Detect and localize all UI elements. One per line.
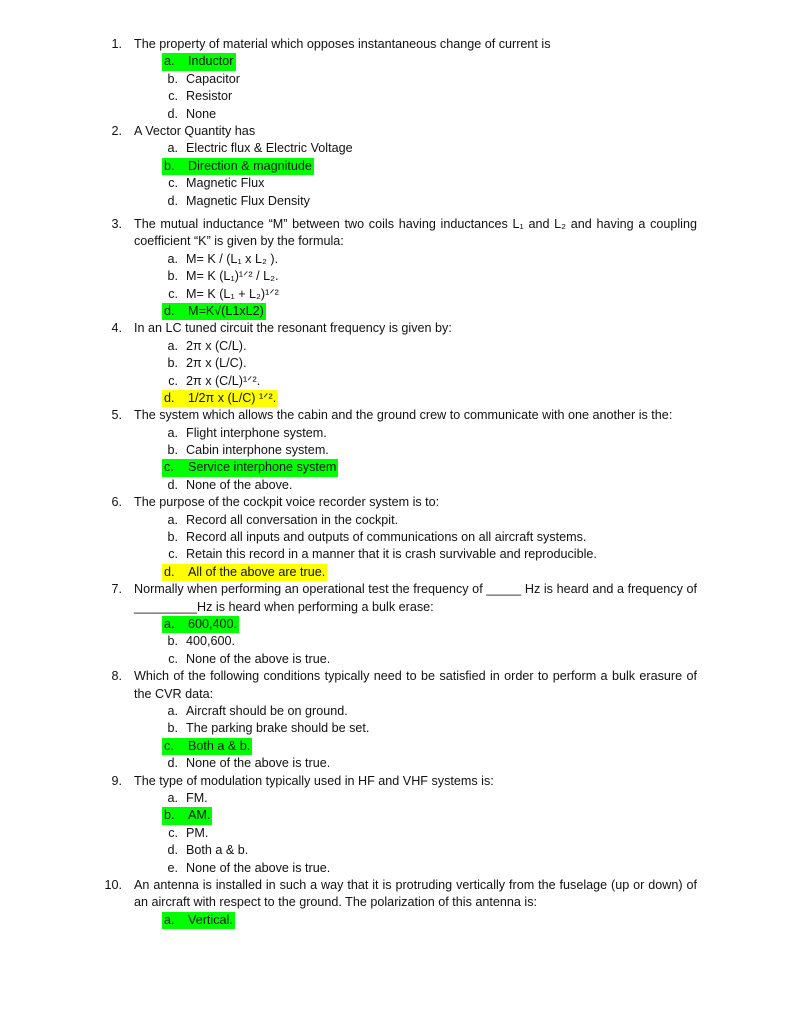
answer-option	[0, 912, 791, 929]
question-2	[0, 123, 791, 140]
question-4	[0, 320, 791, 337]
option-letter: a.	[164, 54, 175, 69]
option-letter: c.	[168, 651, 178, 666]
option-text: Resistor	[186, 89, 233, 104]
answer-option	[0, 390, 791, 407]
answer-option	[0, 106, 791, 123]
answer-option	[0, 442, 791, 459]
option-letter: e.	[167, 860, 178, 875]
option-letter: a.	[167, 512, 178, 527]
option-text: Retain this record in a manner that it is crash survivable and reproducible.	[186, 547, 597, 562]
answer-option	[0, 546, 791, 563]
highlighted-answer	[162, 158, 314, 175]
answer-option	[0, 860, 791, 877]
answer-option	[0, 158, 791, 175]
highlighted-answer	[162, 390, 278, 407]
option-letter: b.	[167, 721, 178, 736]
option-letter: b.	[164, 158, 175, 173]
option-letter: d.	[167, 843, 178, 858]
option-text: M= K (L₁)¹ᐟ² / L₂.	[186, 269, 279, 284]
highlighted-answer	[162, 616, 239, 633]
question-1	[0, 36, 791, 53]
answer-option	[0, 477, 791, 494]
answer-option	[0, 88, 791, 105]
question-7	[0, 581, 791, 616]
option-text: None of the above is true.	[186, 756, 331, 771]
question-number: 7.	[111, 582, 122, 597]
option-letter: d.	[167, 477, 178, 492]
answer-option	[0, 268, 791, 285]
answer-option	[0, 175, 791, 192]
highlighted-answer	[162, 459, 338, 476]
question-text: An antenna is installed in such a way that it is protruding vertically from the fuselage (up or down) of an aircraft with respect to the ground. The polarization of this antenna is:	[134, 877, 697, 910]
question-list	[0, 36, 791, 929]
question-text: The mutual inductance “M” between two coils having inductances L₁ and L₂ and having a coupling coefficient “K” is given by the formula:	[134, 216, 697, 249]
answer-option	[0, 338, 791, 355]
option-text: 1/2π x (L/C) ¹ᐟ².	[188, 390, 277, 405]
answer-option	[0, 616, 791, 633]
answer-option	[0, 790, 791, 807]
option-letter: b.	[164, 808, 175, 823]
answer-option	[0, 140, 791, 157]
option-text: M= K / (L₁ x L₂ ).	[186, 251, 279, 266]
option-letter: d.	[164, 390, 175, 405]
question-text: The property of material which opposes instantaneous change of current is	[134, 37, 551, 51]
highlighted-answer	[162, 303, 266, 320]
option-text: Both a & b.	[188, 738, 251, 753]
option-text: Record all conversation in the cockpit.	[186, 512, 399, 527]
question-text: The type of modulation typically used in HF and VHF systems is:	[134, 773, 494, 788]
option-text: None	[186, 106, 217, 121]
option-text: 2π x (L/C).	[186, 356, 247, 371]
answer-option	[0, 512, 791, 529]
question-3	[0, 216, 791, 251]
option-letter: b.	[167, 269, 178, 284]
question-number: 4.	[111, 321, 122, 336]
option-letter: d.	[164, 303, 175, 318]
answer-option	[0, 286, 791, 303]
option-text: FM.	[186, 790, 208, 805]
answer-option	[0, 807, 791, 824]
answer-option	[0, 303, 791, 320]
question-text: The system which allows the cabin and the ground crew to communicate with one another is the:	[134, 408, 673, 423]
option-letter: c.	[168, 547, 178, 562]
option-text: M= K (L₁ + L₂)¹ᐟ²	[186, 286, 279, 301]
option-text: Vertical.	[188, 912, 233, 927]
answer-option	[0, 373, 791, 390]
highlighted-answer	[162, 912, 235, 929]
question-number: 2.	[111, 123, 122, 138]
option-text: 400,600.	[186, 634, 236, 649]
option-text: Record all inputs and outputs of communications on all aircraft systems.	[186, 530, 587, 545]
answer-option	[0, 251, 791, 268]
option-text: Flight interphone system.	[186, 425, 327, 440]
answer-option	[0, 193, 791, 210]
question-10	[0, 877, 791, 912]
question-text: A Vector Quantity has	[134, 123, 256, 138]
option-text: PM.	[186, 825, 209, 840]
question-8	[0, 668, 791, 703]
option-letter: a.	[167, 251, 178, 266]
question-number: 3.	[111, 216, 122, 231]
option-text: Direction & magnitude	[188, 158, 312, 173]
option-letter: a.	[167, 790, 178, 805]
answer-option	[0, 651, 791, 668]
option-letter: c.	[164, 738, 174, 753]
option-letter: c.	[168, 825, 178, 840]
option-text: None of the above is true.	[186, 651, 331, 666]
question-text: Normally when performing an operational test the frequency of _____ Hz is heard and a frequency of _________Hz is heard when performing a bulk erase:	[134, 582, 697, 614]
option-text: None of the above is true.	[186, 860, 331, 875]
option-text: 2π x (C/L)¹ᐟ².	[186, 373, 261, 388]
option-letter: b.	[167, 71, 178, 86]
option-letter: c.	[168, 373, 178, 388]
highlighted-answer	[162, 807, 212, 824]
option-letter: b.	[167, 530, 178, 545]
answer-option	[0, 425, 791, 442]
option-letter: c.	[168, 286, 178, 301]
answer-option	[0, 825, 791, 842]
option-letter: c.	[164, 460, 174, 475]
option-text: None of the above.	[186, 477, 293, 492]
option-letter: a.	[167, 141, 178, 156]
option-text: Service interphone system	[188, 460, 337, 475]
option-letter: d.	[167, 193, 178, 208]
answer-option	[0, 842, 791, 859]
option-text: Capacitor	[186, 71, 240, 86]
option-text: The parking brake should be set.	[186, 721, 370, 736]
option-letter: b.	[167, 443, 178, 458]
question-number: 8.	[111, 669, 122, 684]
highlighted-answer	[162, 53, 236, 70]
question-text: The purpose of the cockpit voice recorder system is to:	[134, 495, 440, 510]
answer-option	[0, 459, 791, 476]
answer-option	[0, 529, 791, 546]
answer-option	[0, 703, 791, 720]
option-letter: a.	[167, 338, 178, 353]
answer-option	[0, 53, 791, 70]
option-text: Magnetic Flux Density	[186, 193, 310, 208]
option-text: All of the above are true.	[188, 564, 326, 579]
option-text: Both a & b.	[186, 843, 249, 858]
question-5	[0, 407, 791, 424]
option-letter: b.	[167, 634, 178, 649]
option-text: AM.	[188, 808, 211, 823]
option-letter: d.	[167, 756, 178, 771]
option-letter: b.	[167, 356, 178, 371]
option-text: Inductor	[188, 54, 234, 69]
answer-option	[0, 355, 791, 372]
option-letter: a.	[164, 617, 175, 632]
option-text: 600,400.	[188, 617, 238, 632]
answer-option	[0, 720, 791, 737]
question-number: 10.	[104, 877, 122, 892]
option-text: Magnetic Flux	[186, 176, 265, 191]
question-text: In an LC tuned circuit the resonant frequency is given by:	[134, 321, 452, 336]
answer-option	[0, 755, 791, 772]
question-number: 6.	[111, 495, 122, 510]
question-9	[0, 773, 791, 790]
highlighted-answer	[162, 564, 327, 581]
answer-option	[0, 564, 791, 581]
question-6	[0, 494, 791, 511]
option-letter: a.	[167, 704, 178, 719]
option-letter: d.	[167, 106, 178, 121]
answer-option	[0, 71, 791, 88]
option-letter: a.	[164, 912, 175, 927]
answer-option	[0, 738, 791, 755]
option-letter: d.	[164, 564, 175, 579]
option-text: Aircraft should be on ground.	[186, 704, 348, 719]
option-letter: a.	[167, 425, 178, 440]
question-number: 9.	[111, 773, 122, 788]
option-text: Cabin interphone system.	[186, 443, 329, 458]
question-number: 1.	[111, 37, 122, 51]
option-text: Electric flux & Electric Voltage	[186, 141, 353, 156]
option-text: 2π x (C/L).	[186, 338, 247, 353]
question-number: 5.	[111, 408, 122, 423]
option-letter: c.	[168, 176, 178, 191]
answer-option	[0, 633, 791, 650]
option-letter: c.	[168, 89, 178, 104]
question-text: Which of the following conditions typically need to be satisfied in order to perform a bulk erasure of the CVR data:	[134, 669, 697, 701]
highlighted-answer	[162, 738, 252, 755]
option-text: M=K√(L1xL2)	[188, 303, 264, 318]
